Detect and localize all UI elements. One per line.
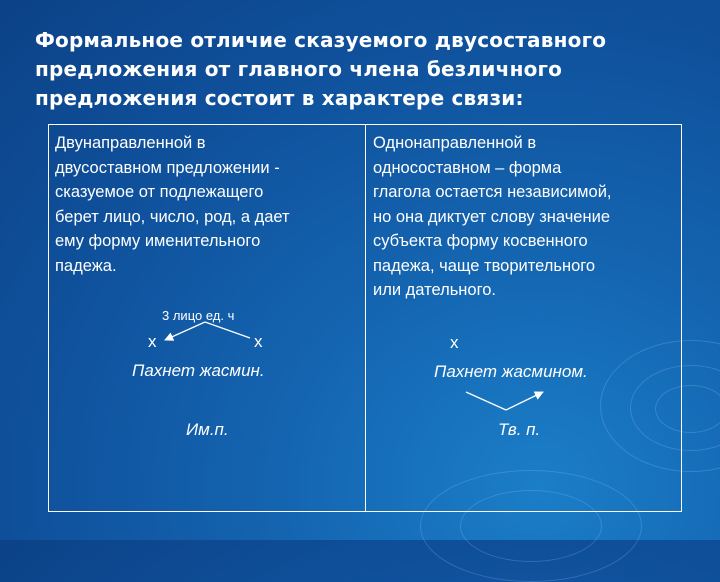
- arrow-to-predicate: [165, 322, 205, 340]
- right-column-text: Однонаправленной в односоставном – форма глагола остается независимой, но она диктует слову значение субъекта форму косвенного падежа, чаще творительного или дательного.: [373, 134, 612, 299]
- right-mark-predicate: x: [450, 333, 459, 352]
- left-mark-subject: x: [254, 332, 263, 351]
- left-column-text: Двунаправленной в двусоставном предложении - сказуемое от подлежащего берет лицо, число, род, а дает ему форму именительного падежа.: [55, 134, 290, 275]
- right-example-sentence: Пахнет жасмином.: [434, 362, 588, 381]
- arrow-right-left-leg: [466, 392, 506, 410]
- arrow-right-right-leg: [506, 392, 543, 410]
- left-mark-predicate: x: [148, 332, 157, 351]
- left-case-label: Им.п.: [186, 420, 229, 439]
- agreement-annotation: 3 лицо ед. ч: [162, 308, 235, 323]
- right-case-label: Тв. п.: [498, 420, 541, 439]
- left-example-sentence: Пахнет жасмин.: [132, 361, 265, 380]
- slide-title: Формальное отличие сказуемого двусоставного предложения от главного члена безличного предложения состоит в характере связи:: [35, 28, 607, 110]
- line-to-subject: [205, 322, 250, 338]
